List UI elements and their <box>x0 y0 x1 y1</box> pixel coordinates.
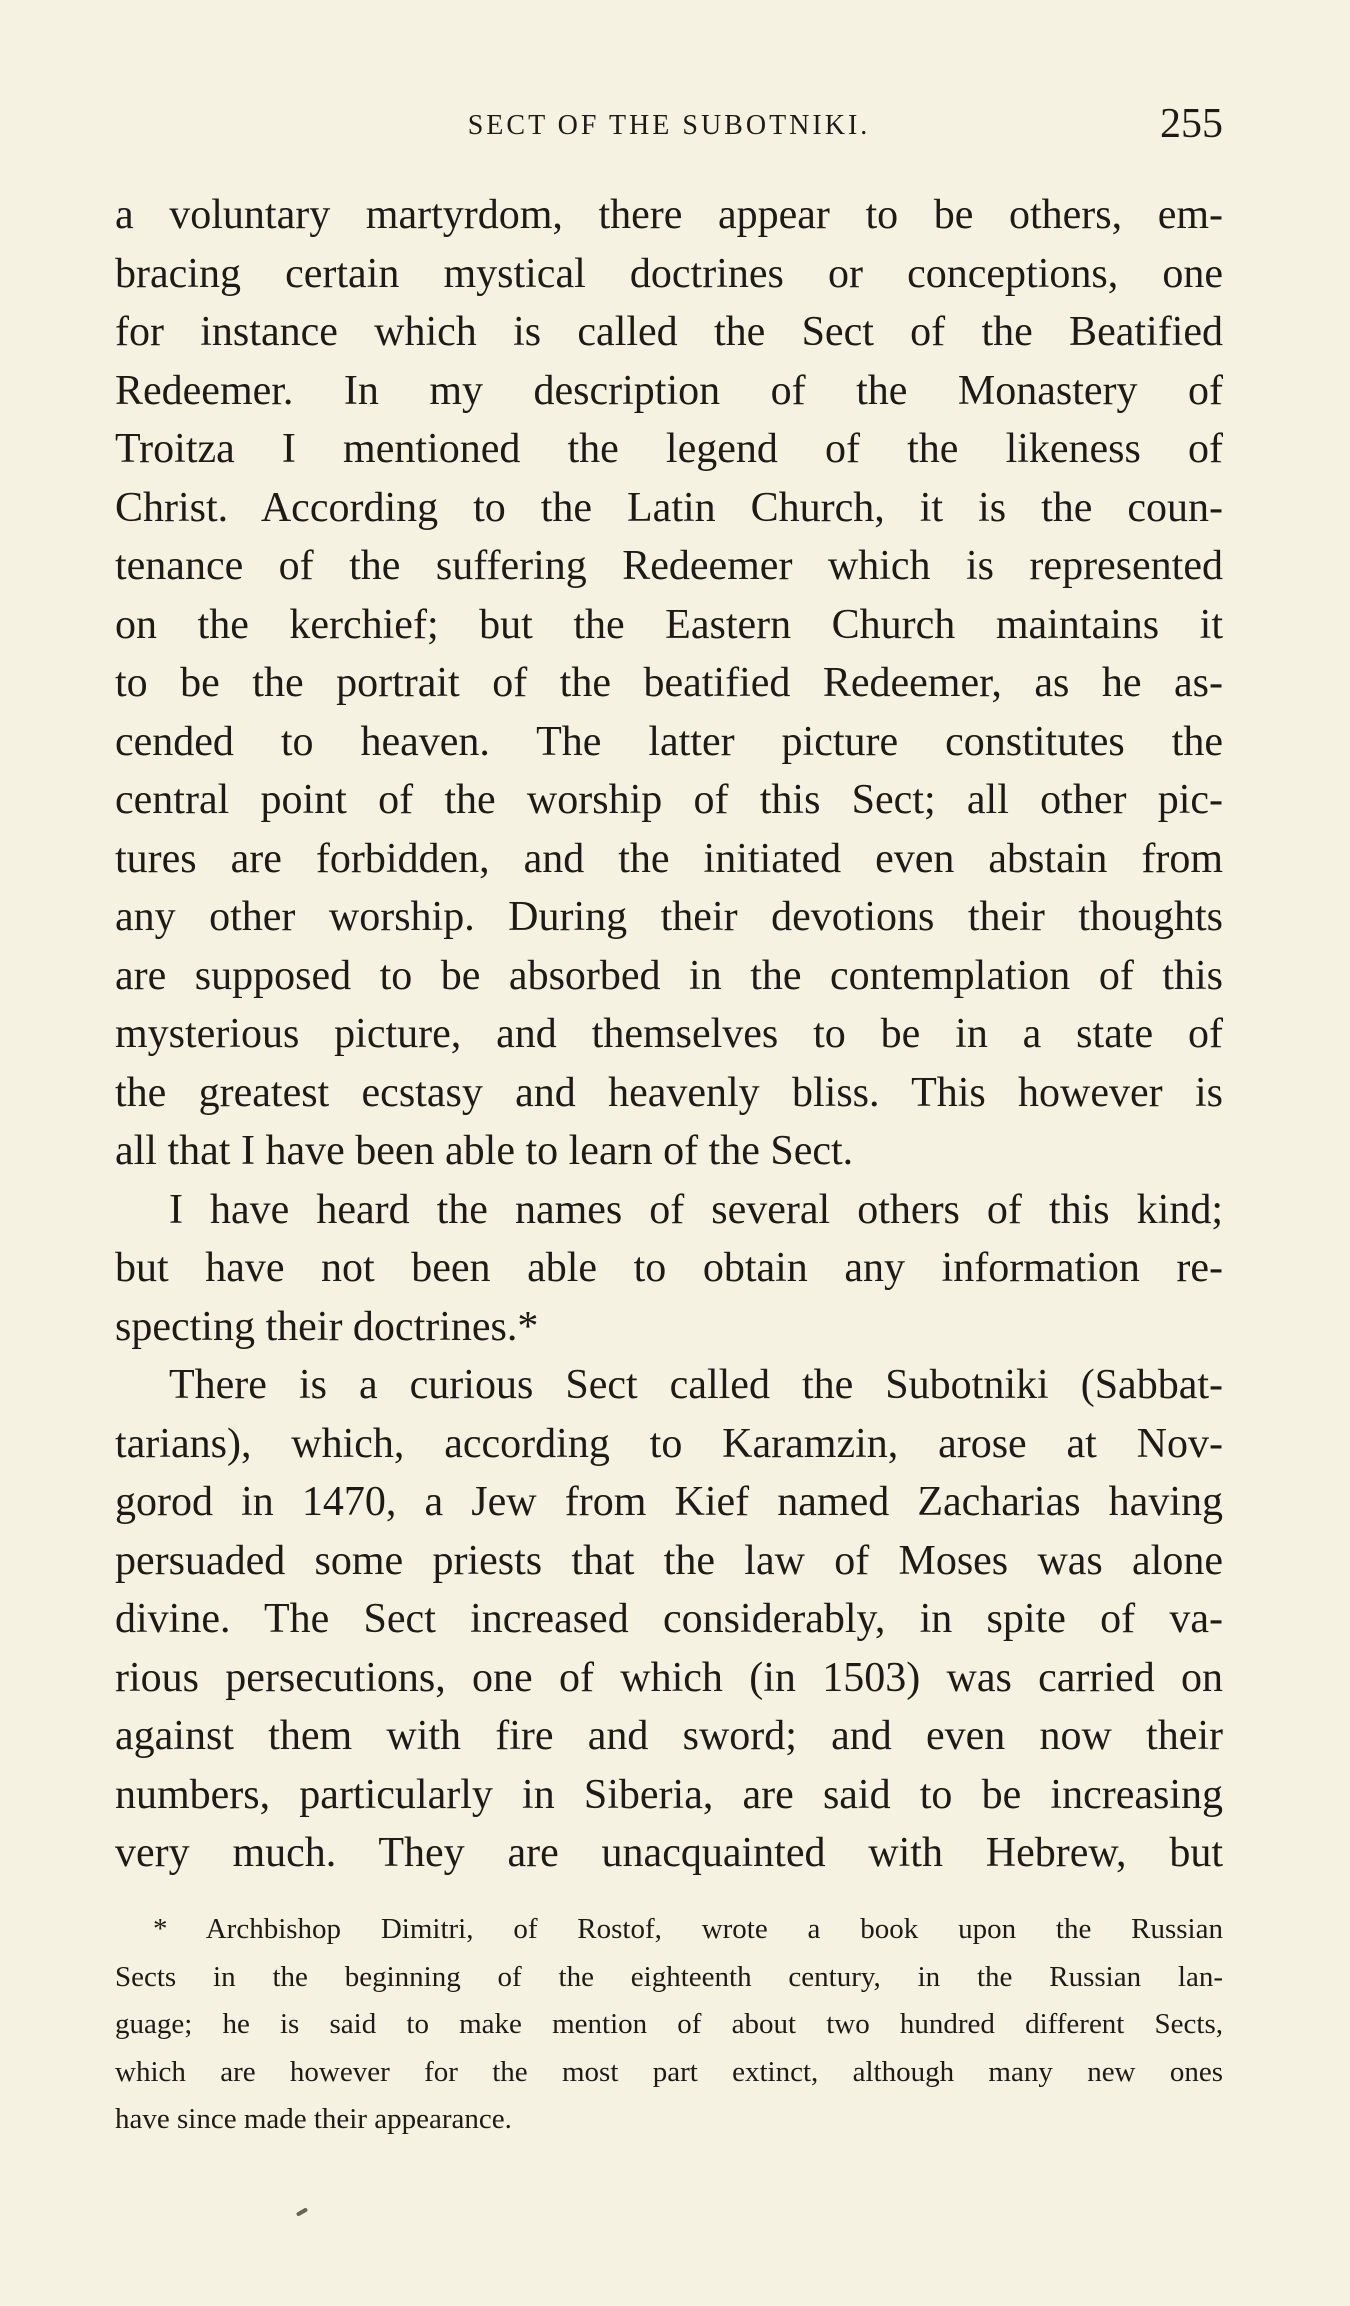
footnote-line: Sects in the beginning of the eighteenth century, in the Russian lan- <box>115 1960 1223 1993</box>
body-text <box>115 186 1223 1883</box>
text-line: gorod in 1470, a Jew from Kief named Zacharias having <box>115 1479 1223 1525</box>
footnote-line: * Archbishop Dimitri, of Rostof, wrote a book upon the Russian <box>153 1913 1223 1945</box>
text-line: specting their doctrines.* <box>115 1303 539 1350</box>
text-line: against them with fire and sword; and even now their <box>115 1713 1223 1759</box>
footnote-line: guage; he is said to make mention of about two hundred different Sects, <box>115 2008 1223 2040</box>
text-line: bracing certain mystical doctrines or conceptions, one <box>115 250 1223 297</box>
running-head <box>115 100 1223 150</box>
text-line: persuaded some priests that the law of Moses was alone <box>115 1537 1223 1584</box>
text-line: I have heard the names of several others of this kind; <box>169 1186 1223 1233</box>
footnote <box>115 1906 1223 2144</box>
text-line: but have not been able to obtain any information re- <box>115 1245 1223 1291</box>
ink-mark <box>296 2207 308 2216</box>
text-line: tenance of the suffering Redeemer which is represented <box>115 543 1223 589</box>
footnote-line: have since made their appearance. <box>115 2103 512 2135</box>
text-line: numbers, particularly in Siberia, are said to be increasing <box>115 1771 1223 1818</box>
text-line: There is a curious Sect called the Subotniki (Sabbat- <box>169 1362 1223 1408</box>
text-line: to be the portrait of the beatified Redeemer, as he as- <box>115 660 1223 706</box>
text-line: tures are forbidden, and the initiated even abstain from <box>115 835 1223 882</box>
text-line: on the kerchief; but the Eastern Church maintains it <box>115 601 1223 648</box>
text-line: central point of the worship of this Sect; all other pic- <box>115 777 1223 823</box>
text-line: mysterious picture, and themselves to be in a state of <box>115 1011 1223 1057</box>
footnote-line: which are however for the most part extinct, although many new ones <box>115 2055 1223 2088</box>
text-line: any other worship. During their devotions their thoughts <box>115 894 1223 940</box>
running-title: SECT OF THE SUBOTNIKI. <box>467 110 871 141</box>
text-line: Troitza I mentioned the legend of the likeness of <box>115 426 1223 472</box>
text-line: divine. The Sect increased considerably, in spite of va- <box>115 1596 1223 1642</box>
text-line: cended to heaven. The latter picture constitutes the <box>115 718 1223 765</box>
text-line: Christ. According to the Latin Church, it is the coun- <box>115 484 1223 531</box>
text-line: rious persecutions, one of which (in 1503) was carried on <box>115 1654 1223 1701</box>
text-line: are supposed to be absorbed in the contemplation of this <box>115 952 1223 999</box>
text-line: a voluntary martyrdom, there appear to be others, em- <box>115 192 1223 238</box>
text-line: all that I have been able to learn of the Sect. <box>115 1128 854 1174</box>
text-line: for instance which is called the Sect of the Beatified <box>115 309 1223 355</box>
text-line: very much. They are unacquainted with Hebrew, but <box>115 1830 1223 1876</box>
text-line: tarians), which, according to Karamzin, arose at Nov- <box>115 1420 1223 1467</box>
text-line: Redeemer. In my description of the Monastery of <box>115 367 1223 414</box>
text-line: the greatest ecstasy and heavenly bliss. This however is <box>115 1069 1223 1116</box>
page-number: 255 <box>1160 101 1223 147</box>
